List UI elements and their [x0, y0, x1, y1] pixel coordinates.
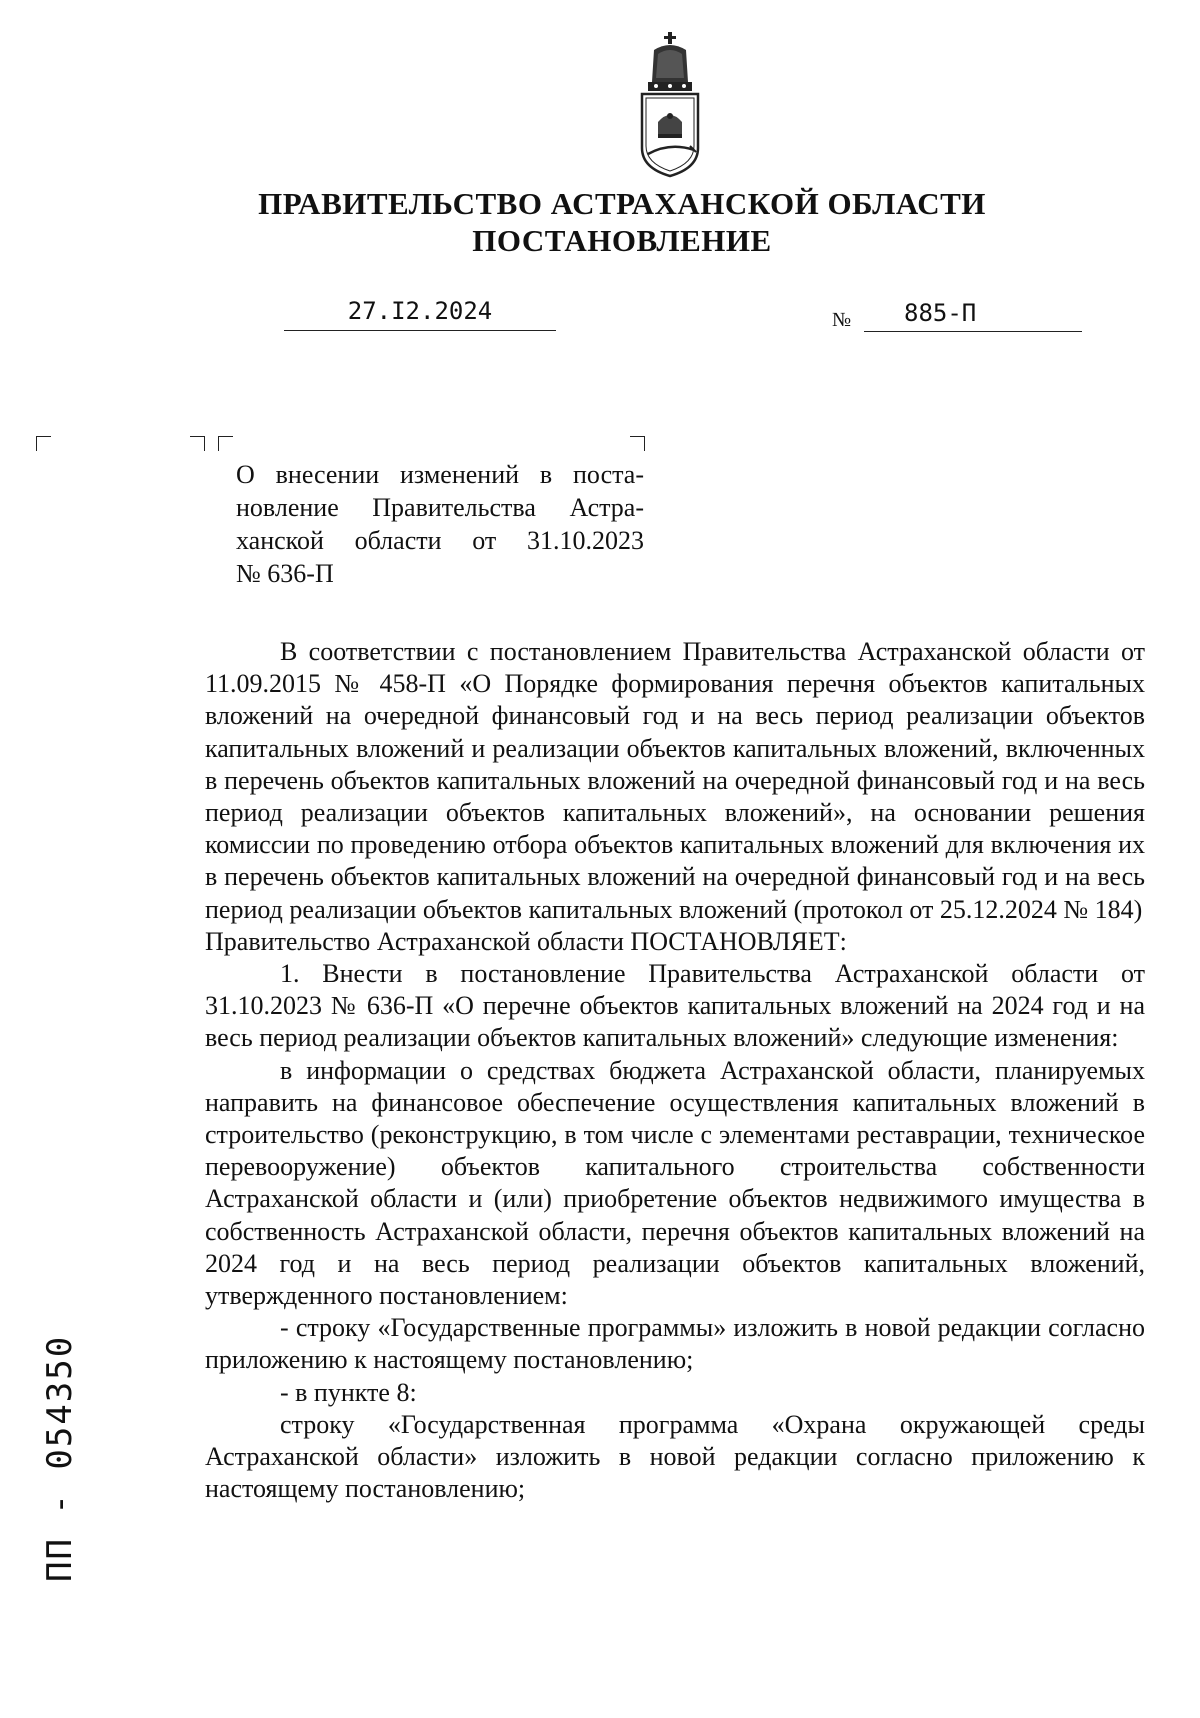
subject-corner-mark-left	[190, 436, 205, 451]
body-paragraph: строку «Государственная программа «Охрана окружающей среды Астраханской области» изложить в новой редакции согласно приложению к настоящему постановлению;	[205, 1409, 1145, 1504]
body-paragraph: Правительство Астраханской области ПОСТАНОВЛЯЕТ:	[205, 926, 847, 956]
body-paragraph: В соответствии с постановлением Правительства Астраханской области от 11.09.2015 № 458-П «О Порядке формирования перечня объектов капитальных вложений на очередной финансовый год и на весь период реализации объектов капитальных вложений и реализации объектов капитальных вложений, включенных в перечень объектов капитальных вложений на очередной финансовый год и на весь период реализации объектов капитальных вложений», на основании решения комиссии по проведению отбора объектов капитальных вложений для включения их в перечень объектов капитальных вложений на очередной финансовый год и на весь период реализации объектов капитальных вложений (протокол от 25.12.2024 № 184)	[205, 637, 1145, 924]
document-subject	[236, 458, 644, 590]
subject-corner-mark-right	[630, 436, 645, 451]
body-paragraph: 1. Внести в постановление Правительства Астраханской области от 31.10.2023 № 636-П «О перечне объектов капитальных вложений на 2024 год и на весь период реализации объектов капитальных вложений» следующие изменения:	[205, 959, 1145, 1053]
document-date: 27.I2.2024	[284, 296, 556, 331]
subject-corner-mark-left-inner	[218, 436, 233, 451]
subject-line: О внесении изменений в поста-	[236, 460, 644, 489]
subject-line: ханской области от 31.10.2023	[236, 526, 644, 555]
subject-line: № 636-П	[236, 559, 334, 588]
document-type-title: ПОСТАНОВЛЕНИЕ	[472, 223, 772, 258]
subject-line: новление Правительства Астра-	[236, 493, 644, 522]
coat-of-arms-icon	[632, 30, 708, 180]
document-body	[205, 636, 1145, 1505]
body-paragraph: - строку «Государственные программы» изложить в новой редакции согласно приложению к настоящему постановлению;	[205, 1313, 1145, 1375]
body-paragraph: - в пункте 8:	[280, 1377, 417, 1407]
margin-corner-mark	[36, 436, 51, 451]
body-paragraph: в информации о средствах бюджета Астраханской области, планируемых направить на финансовое обеспечение осуществления капитальных вложений в строительство (реконструкцию, в том числе с элементами реставрации, техническое перевооружение) объектов капитального строительства собственности Астраханской области и (или) приобретение объектов недвижимого имущества в собственность Астраханской области, перечня объектов капитальных вложений на 2024 год и на весь период реализации объектов капитальных вложений, утвержденного постановлением:	[205, 1055, 1145, 1311]
serial-number-stamp: ПП - 054350	[40, 1334, 80, 1582]
organization-title: ПРАВИТЕЛЬСТВО АСТРАХАНСКОЙ ОБЛАСТИ	[258, 186, 986, 221]
number-label: №	[832, 309, 852, 331]
document-number: 885-П	[864, 298, 1082, 332]
